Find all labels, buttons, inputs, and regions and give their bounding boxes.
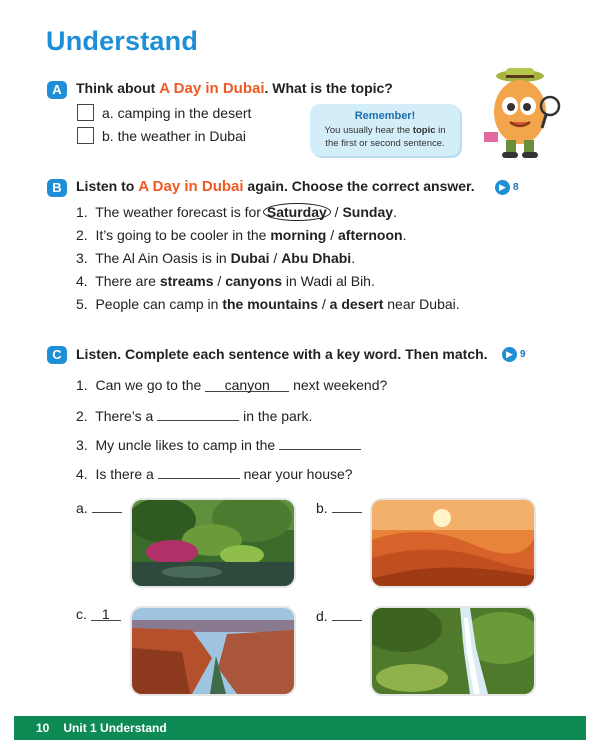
section-a-badge: A xyxy=(47,81,67,99)
section-b-badge: B xyxy=(47,179,67,197)
photo-a-label: a. xyxy=(76,498,122,516)
section-c-item-2: 2. There’s a in the park. xyxy=(76,408,313,424)
section-c-item-1: 1. Can we go to the canyon next weekend? xyxy=(76,377,388,393)
fill-in-blank-4[interactable] xyxy=(158,464,240,479)
audio-track-9-icon[interactable]: ▶ xyxy=(502,347,517,362)
audio-track-9-number: 9 xyxy=(520,349,526,360)
explorer-mascot-icon xyxy=(478,66,568,162)
footer-unit-label: Unit 1 Understand xyxy=(63,721,167,735)
option-b-checkbox[interactable] xyxy=(77,127,94,144)
section-b-item-4: 4. There are streams / canyons in Wadi al Bih. xyxy=(76,273,375,289)
photo-b-answer[interactable] xyxy=(332,498,362,513)
oasis-photo xyxy=(132,500,294,586)
canyon-photo xyxy=(132,608,294,694)
page-title: Understand xyxy=(46,26,199,56)
page-number: 10 xyxy=(36,721,50,735)
circled-answer-saturday[interactable]: Saturday xyxy=(263,203,331,221)
option-b-label: b. the weather in Dubai xyxy=(102,128,246,144)
photo-c-label: c. 1 xyxy=(76,606,121,622)
photo-d-answer[interactable] xyxy=(332,606,362,621)
option-a-label: a. camping in the desert xyxy=(102,105,252,121)
section-a-heading: Think about A Day in Dubai. What is the topic? xyxy=(76,80,393,97)
photo-d-label: d. xyxy=(316,606,362,624)
photo-a-answer[interactable] xyxy=(92,498,122,513)
desert-photo xyxy=(372,500,534,586)
section-c-item-4: 4. Is there a near your house? xyxy=(76,466,353,482)
section-c-badge: C xyxy=(47,346,67,364)
section-c-heading: Listen. Complete each sentence with a key word. Then match. xyxy=(76,346,488,362)
fill-in-blank-1[interactable]: canyon xyxy=(205,377,289,392)
answer-option-sunday[interactable]: Sunday xyxy=(342,204,394,220)
fill-in-blank-3[interactable] xyxy=(279,435,361,450)
fill-in-blank-2[interactable] xyxy=(157,406,239,421)
photo-c-answer[interactable]: 1 xyxy=(91,606,121,621)
section-b-item-1: 1. The weather forecast is for Saturday / Sunday. xyxy=(76,204,397,220)
remember-text: You usually hear the topic in the first or second sentence. xyxy=(324,125,446,149)
option-a-checkbox[interactable] xyxy=(77,104,94,121)
section-c-item-3: 3. My uncle likes to camp in the xyxy=(76,435,361,453)
audio-track-8-icon[interactable]: ▶ xyxy=(495,180,510,195)
section-a-title-highlight: A Day in Dubai xyxy=(159,80,265,97)
audio-track-8-number: 8 xyxy=(513,182,519,193)
stream-photo xyxy=(372,608,534,694)
remember-title: Remember! xyxy=(354,110,416,122)
remember-tip-box xyxy=(310,104,460,156)
section-b-item-5: 5. People can camp in the mountains / a desert near Dubai. xyxy=(76,296,460,312)
page-footer xyxy=(14,716,586,740)
photo-b-label: b. xyxy=(316,498,362,516)
section-b-item-3: 3. The Al Ain Oasis is in Dubai / Abu Dhabi. xyxy=(76,250,356,266)
section-b-heading: Listen to A Day in Dubai again. Choose the correct answer. xyxy=(76,178,475,195)
section-b-item-2: 2. It’s going to be cooler in the morning / afternoon. xyxy=(76,227,407,243)
